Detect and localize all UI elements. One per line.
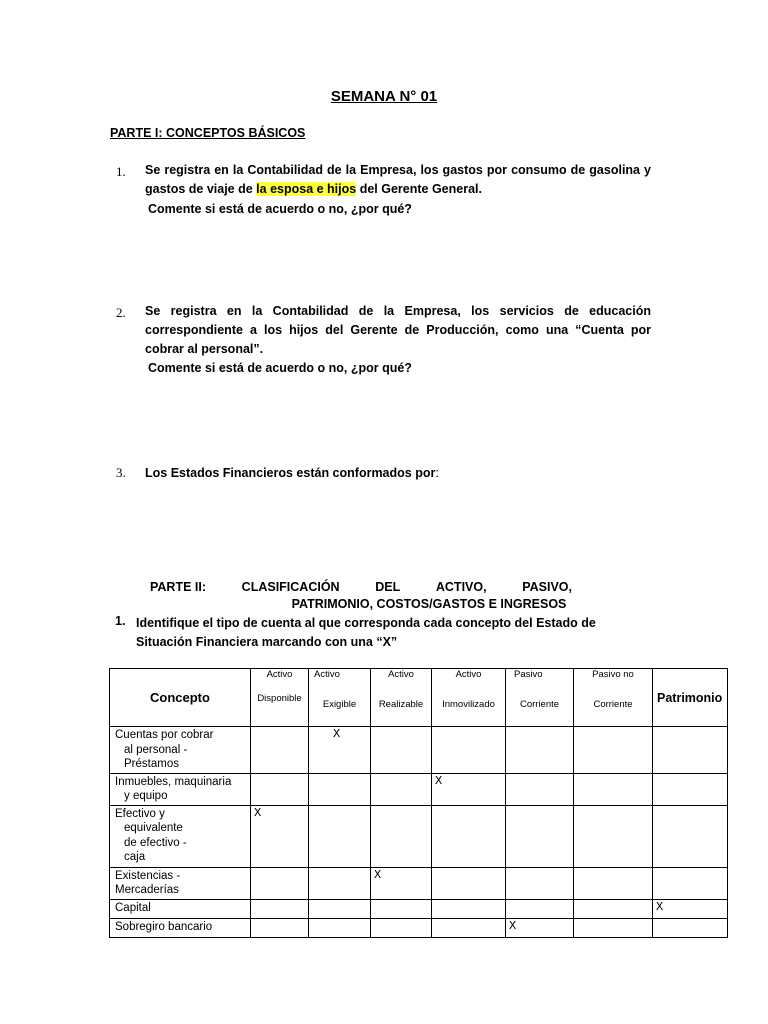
concept-cell [110,773,251,805]
x-mark-cell[interactable]: X [309,727,371,774]
cell[interactable] [653,867,728,899]
header-top: Activo [266,669,293,680]
part2-word: DEL [375,580,401,594]
header-activo-exigible [309,669,371,727]
question-2-number: 2. [116,305,126,320]
concept-cell [110,805,251,867]
question-2-line2: correspondiente a los hijos del Gerente de Producción, como una “Cuenta por [145,323,651,337]
cell[interactable] [309,805,371,867]
question-2-line3: cobrar al personal”. [145,342,264,356]
question-2-line1: Se registra en la Contabilidad de la Empresa, los servicios de educación [145,304,651,318]
cell[interactable] [574,805,653,867]
part2-word: CLASIFICACIÓN [241,580,340,594]
cell[interactable] [371,918,432,937]
concept-cell [110,867,251,899]
header-activo-disponible [251,669,309,727]
cell[interactable] [251,918,309,937]
x-mark-cell[interactable]: X [653,899,728,918]
part2-heading-line2: PATRIMONIO, COSTOS/GASTOS E INGRESOS [291,597,567,611]
table-header-row [110,669,728,727]
question-1-number: 1. [116,164,126,179]
header-activo-realizable [371,669,432,727]
concept-line: Inmuebles, maquinaria [115,775,232,788]
question-1-line1: Se registra en la Contabilidad de la Empresa, los gastos por consumo de gasolina y [145,163,651,177]
table-row [110,918,728,937]
question-1-comment: Comente si está de acuerdo o no, ¿por qué? [148,202,412,216]
header-pasivo-no-corriente [574,669,653,727]
part2-item-line2: Situación Financiera marcando con una “X” [136,635,398,649]
concept-line: Sobregiro bancario [115,920,213,933]
header-bottom: Corriente [593,699,633,710]
concept-line: Capital [115,901,151,914]
table-row [110,899,728,918]
concept-line: de efectivo - [124,836,187,849]
cell[interactable] [371,899,432,918]
table-row [110,727,728,774]
cell[interactable] [251,867,309,899]
header-top: Pasivo [514,669,543,680]
header-top: Pasivo no [592,669,634,680]
part2-heading-line1 [150,580,572,594]
cell[interactable] [574,899,653,918]
page-title: SEMANA N° 01 [330,88,438,105]
part2-item-line1: Identifique el tipo de cuenta al que corresponda cada concepto del Estado de [136,616,596,630]
cell[interactable] [506,867,574,899]
x-mark-cell[interactable]: X [506,918,574,937]
header-top: Activo [455,669,482,680]
classification-table [109,668,728,938]
cell[interactable] [251,727,309,774]
cell[interactable] [251,899,309,918]
concept-line: equivalente [124,822,183,834]
table-row [110,867,728,899]
header-bottom: Inmovilizado [442,699,495,710]
table-row [110,773,728,805]
cell[interactable] [432,867,506,899]
question-3-label: Los Estados Financieros están conformados por [145,466,436,480]
cell[interactable] [506,773,574,805]
x-mark-cell[interactable]: X [371,867,432,899]
cell[interactable] [432,918,506,937]
header-bottom: Disponible [257,693,302,704]
cell[interactable] [371,773,432,805]
cell[interactable] [432,727,506,774]
x-mark-cell[interactable]: X [251,805,309,867]
highlighted-text: la esposa e hijos [256,182,357,196]
cell[interactable] [309,867,371,899]
x-mark-cell[interactable]: X [432,773,506,805]
table-row [110,805,728,867]
concept-line: Mercaderías [115,884,179,896]
concept-cell [110,727,251,774]
header-pasivo-corriente [506,669,574,727]
concept-line: y equipo [124,790,168,802]
cell[interactable] [653,773,728,805]
cell[interactable] [432,899,506,918]
concept-line: Cuentas por cobrar [115,729,214,741]
cell[interactable] [251,773,309,805]
question-3-text [145,464,439,483]
question-1-line2 [145,180,651,199]
cell[interactable] [432,805,506,867]
concept-line: al personal - [124,743,188,756]
header-top: Activo [314,669,340,680]
header-bottom: Exigible [322,699,357,710]
cell[interactable] [574,773,653,805]
cell[interactable] [506,899,574,918]
cell[interactable] [574,867,653,899]
concept-cell [110,899,251,918]
part2-item-text [136,614,596,652]
part2-word: PASIVO, [522,580,572,594]
cell[interactable] [506,805,574,867]
cell[interactable] [653,805,728,867]
question-2-comment: Comente si está de acuerdo o no, ¿por qué? [148,361,412,375]
question-1-line2-pre: gastos de viaje de [145,182,257,196]
cell[interactable] [309,899,371,918]
question-3-number: 3. [116,465,126,480]
part2-word: ACTIVO, [435,580,487,594]
cell[interactable] [574,918,653,937]
part2-word: PARTE II: [150,580,207,594]
question-1-line2-post: del Gerente General. [356,182,482,196]
header-activo-inmovilizado [432,669,506,727]
header-patrimonio: Patrimonio [653,669,728,727]
cell[interactable] [653,727,728,774]
header-bottom: Realizable [378,699,424,710]
cell[interactable] [506,727,574,774]
cell[interactable] [371,805,432,867]
question-1-text [145,161,651,199]
concept-cell [110,918,251,937]
part2-item-number: 1. [115,614,126,628]
question-3-colon: : [435,466,439,480]
cell[interactable] [653,918,728,937]
concept-line: Existencias - [115,869,181,882]
cell[interactable] [371,727,432,774]
header-bottom: Corriente [519,699,560,710]
concept-line: Efectivo y [115,807,165,820]
concept-line: caja [124,851,146,863]
concept-line: Préstamos [124,758,179,770]
cell[interactable] [309,918,371,937]
part2-heading [150,580,572,594]
question-2-text [145,302,651,359]
cell[interactable] [574,727,653,774]
header-concepto: Concepto [110,669,251,727]
cell[interactable] [309,773,371,805]
header-top: Activo [388,669,414,680]
part1-heading: PARTE I: CONCEPTOS BÁSICOS [110,126,306,140]
